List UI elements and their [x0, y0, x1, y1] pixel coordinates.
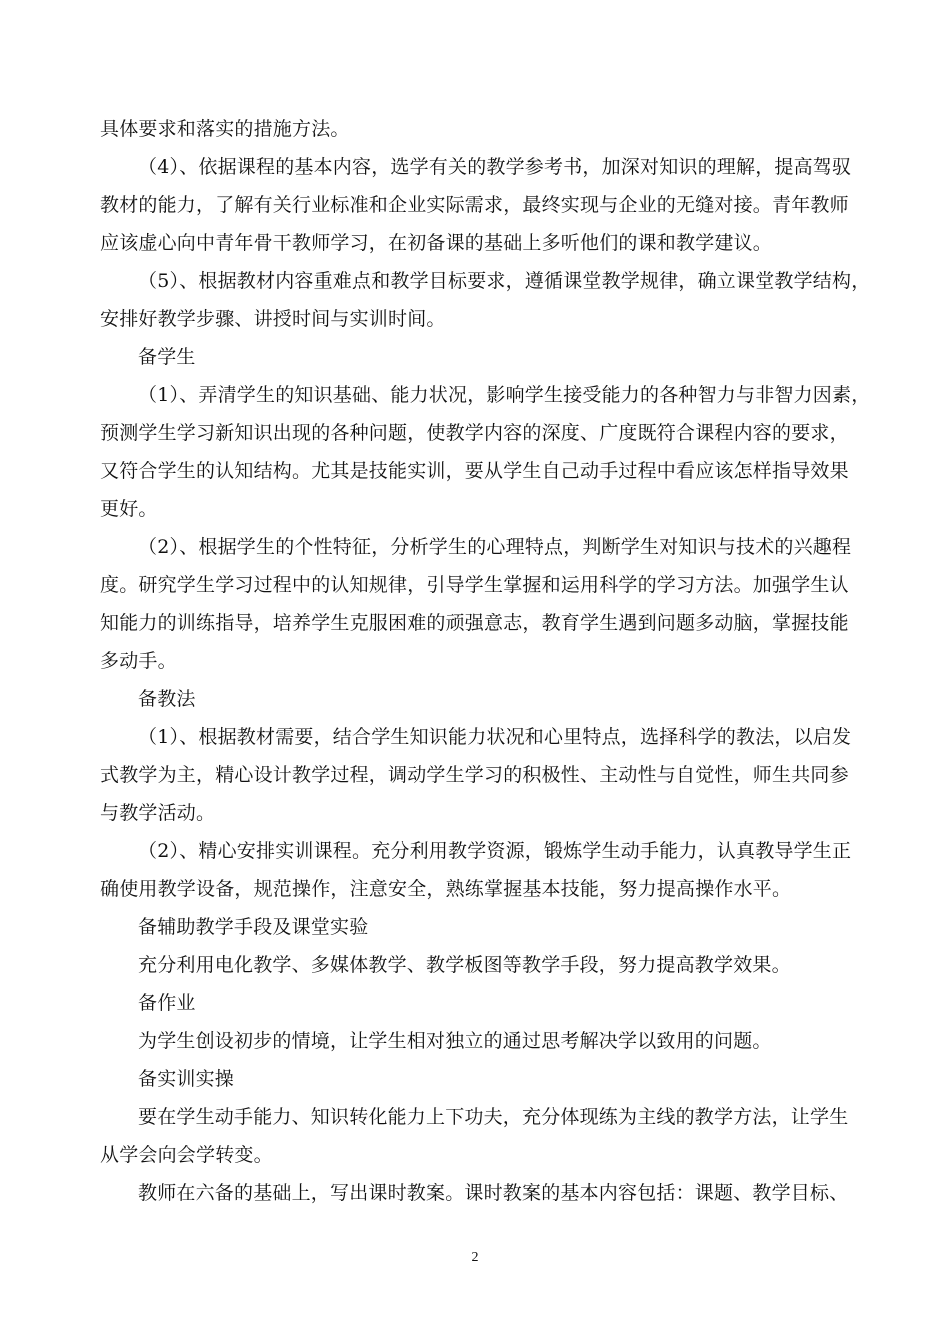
text-line: 度。研究学生学习过程中的认知规律，引导学生掌握和运用科学的学习方法。加强学生认 [100, 574, 849, 596]
text-line: （1）、弄清学生的知识基础、能力状况，影响学生接受能力的各种智力与非智力因素， [138, 384, 871, 406]
section-heading: 备作业 [138, 992, 196, 1014]
text-line: 充分利用电化教学、多媒体教学、教学板图等教学手段，努力提高教学效果。 [138, 954, 791, 976]
text-line: 为学生创设初步的情境，让学生相对独立的通过思考解决学以致用的问题。 [138, 1030, 772, 1052]
text-line: 安排好教学步骤、讲授时间与实训时间。 [100, 308, 446, 330]
text-line: （1）、根据教材需要，结合学生知识能力状况和心里特点，选择科学的教法，以启发 [138, 726, 852, 748]
text-line: 从学会向会学转变。 [100, 1144, 273, 1166]
text-line: 教师在六备的基础上，写出课时教案。课时教案的基本内容包括：课题、教学目标、 [138, 1182, 849, 1204]
section-heading: 备辅助教学手段及课堂实验 [138, 916, 369, 938]
text-line: 更好。 [100, 498, 158, 520]
text-line: （2）、根据学生的个性特征，分析学生的心理特点，判断学生对知识与技术的兴趣程 [138, 536, 852, 558]
text-line: （2）、精心安排实训课程。充分利用教学资源，锻炼学生动手能力，认真教导学生正 [138, 840, 852, 862]
text-line: 要在学生动手能力、知识转化能力上下功夫，充分体现练为主线的教学方法，让学生 [138, 1106, 849, 1128]
section-heading: 备学生 [138, 346, 196, 368]
text-line: 式教学为主，精心设计教学过程，调动学生学习的积极性、主动性与自觉性，师生共同参 [100, 764, 849, 786]
text-line: 知能力的训练指导，培养学生克服困难的顽强意志，教育学生遇到问题多动脑，掌握技能 [100, 612, 849, 634]
text-line: 预测学生学习新知识出现的各种问题，使教学内容的深度、广度既符合课程内容的要求， [100, 422, 849, 444]
section-heading: 备实训实操 [138, 1068, 235, 1090]
text-line: （5）、根据教材内容重难点和教学目标要求，遵循课堂教学规律，确立课堂教学结构， [138, 270, 871, 292]
text-line: （4）、依据课程的基本内容，选学有关的教学参考书，加深对知识的理解，提高驾驭 [138, 156, 852, 178]
text-line: 教材的能力，了解有关行业标准和企业实际需求，最终实现与企业的无缝对接。青年教师 [100, 194, 849, 216]
text-line: 又符合学生的认知结构。尤其是技能实训，要从学生自己动手过程中看应该怎样指导效果 [100, 460, 849, 482]
text-line: 确使用教学设备，规范操作，注意安全，熟练掌握基本技能，努力提高操作水平。 [100, 878, 792, 900]
text-line: 应该虚心向中青年骨干教师学习，在初备课的基础上多听他们的课和教学建议。 [100, 232, 773, 254]
text-line: 多动手。 [100, 650, 177, 672]
text-line: 与教学活动。 [100, 802, 216, 824]
page-number: 2 [471, 1250, 479, 1265]
text-line: 具体要求和落实的措施方法。 [100, 118, 350, 140]
section-heading: 备教法 [138, 688, 196, 710]
